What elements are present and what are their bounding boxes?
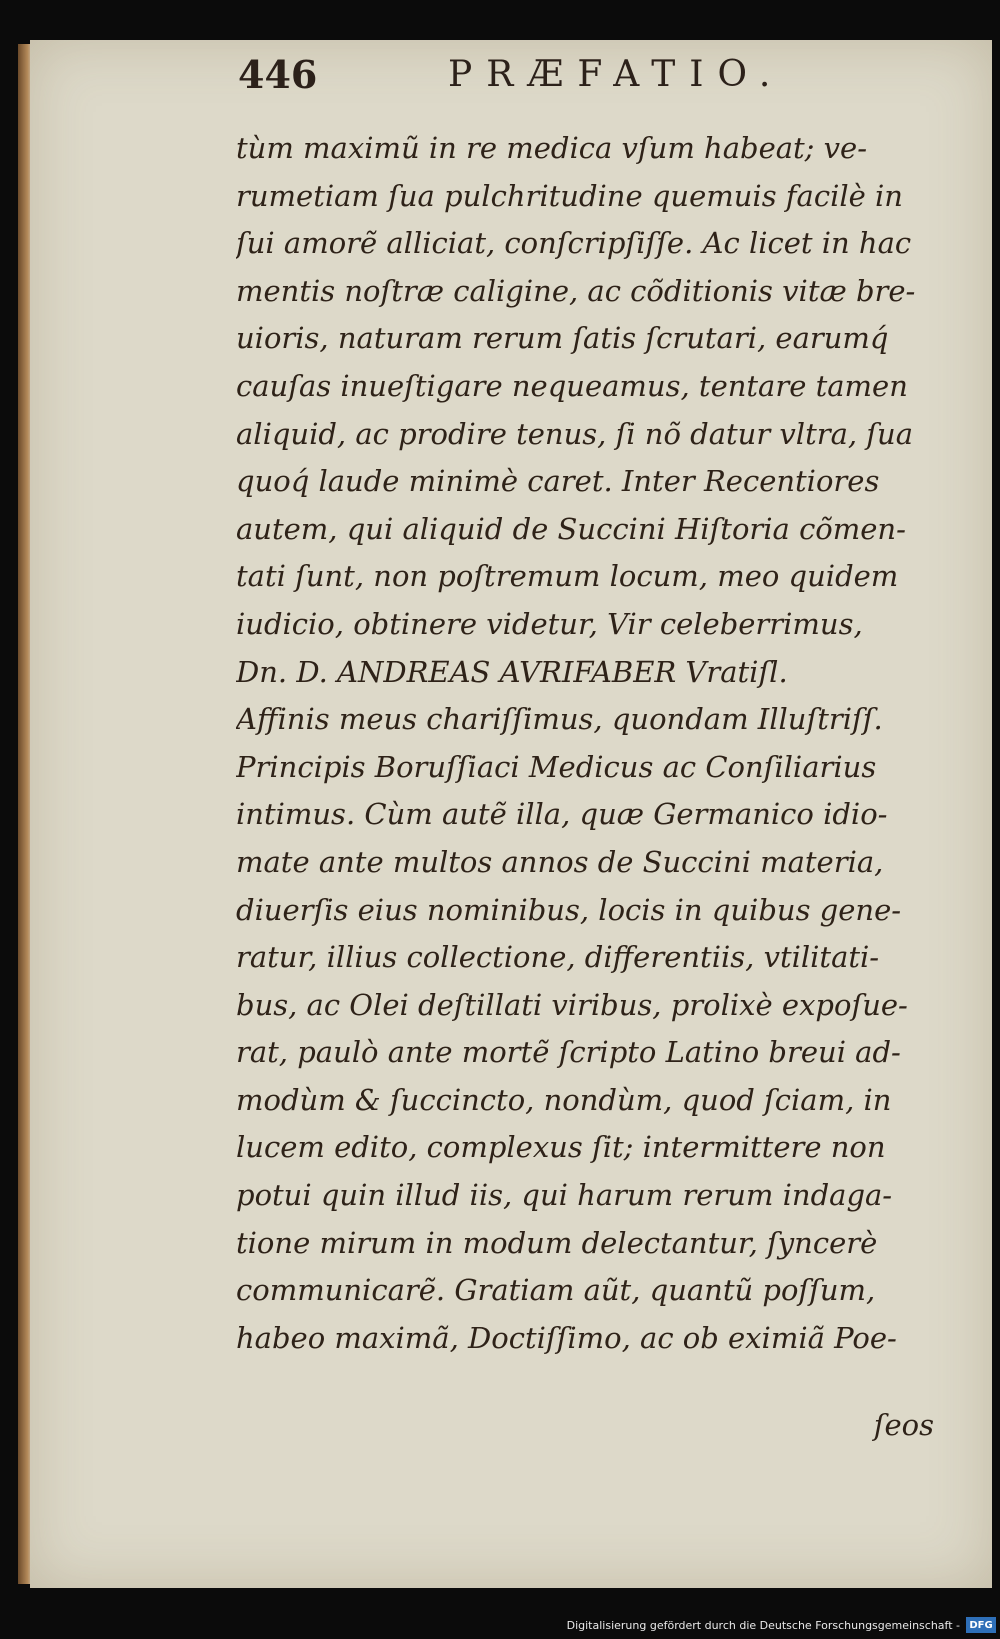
text-line: uioris, naturam rerum ſatis ſcrutari, earumq́	[236, 321, 889, 356]
text-line: modùm & ſuccincto, nondùm, quod ſciam, in	[236, 1082, 892, 1117]
text-line: potui quin illud iis, qui harum rerum indaga-	[236, 1178, 893, 1213]
text-line: lucem edito, complexus ſit; intermittere non	[236, 1130, 886, 1165]
text-line: habeo maximã, Doctiſſimo, ac ob eximiã Poe-	[236, 1320, 897, 1355]
body-text	[236, 125, 936, 1362]
catchword: ſeos	[873, 1408, 934, 1442]
text-line: quoq́ laude minimè caret. Inter Recentiores	[236, 464, 880, 499]
text-line: mentis noſtræ caligine, ac cõditionis vitæ bre-	[236, 273, 916, 308]
text-line: communicarẽ. Gratiam aũt, quantũ poſſum,	[236, 1273, 876, 1308]
text-line: Dn. D. ANDREAS AVRIFABER Vratiſl.	[236, 654, 788, 689]
text-line: intimus. Cùm autẽ illa, quæ Germanico idio-	[236, 797, 888, 832]
text-line: rumetiam ſua pulchritudine quemuis facilè in	[236, 178, 903, 213]
text-line: bus, ac Olei deſtillati viribus, prolixè expoſue-	[236, 987, 908, 1022]
page-number: 446	[238, 52, 318, 97]
page-header	[238, 52, 938, 102]
text-line: iudicio, obtinere videtur, Vir celeberrimus,	[236, 606, 863, 641]
text-line: ratur, illius collectione, differentiis, vtilitati-	[236, 940, 880, 975]
text-line: tione mirum in modum delectantur, ſyncerè	[236, 1225, 878, 1260]
text-line: Affinis meus chariſſimus, quondam Illuſtriſſ.	[236, 702, 883, 737]
running-head: PRÆFATIO.	[448, 54, 785, 95]
dfg-logo: DFG	[966, 1617, 996, 1633]
text-line: autem, qui aliquid de Succini Hiſtoria cõmen-	[236, 511, 906, 546]
text-line: mate ante multos annos de Succini materia,	[236, 844, 884, 879]
text-line: tùm maximũ in re medica vſum habeat; ve-	[236, 131, 868, 165]
footer-credit: Digitalisierung gefördert durch die Deutsche Forschungsgemeinschaft -	[566, 1619, 960, 1632]
text-line: aliquid, ac prodire tenus, ſi nõ datur vltra, ſua	[236, 416, 914, 451]
text-line: cauſas inueſtigare nequeamus, tentare tamen	[236, 368, 908, 403]
text-line: diuerſis eius nominibus, locis in quibus gene-	[236, 892, 902, 927]
text-line: rat, paulò ante mortẽ ſcripto Latino breui ad-	[236, 1035, 901, 1070]
text-line: ſui amorẽ alliciat, conſcripſiſſe. Ac licet in hac	[236, 226, 912, 261]
text-line: tati ſunt, non poſtremum locum, meo quidem	[236, 559, 899, 594]
text-line: Principis Boruſſiaci Medicus ac Conſiliarius	[236, 749, 877, 784]
